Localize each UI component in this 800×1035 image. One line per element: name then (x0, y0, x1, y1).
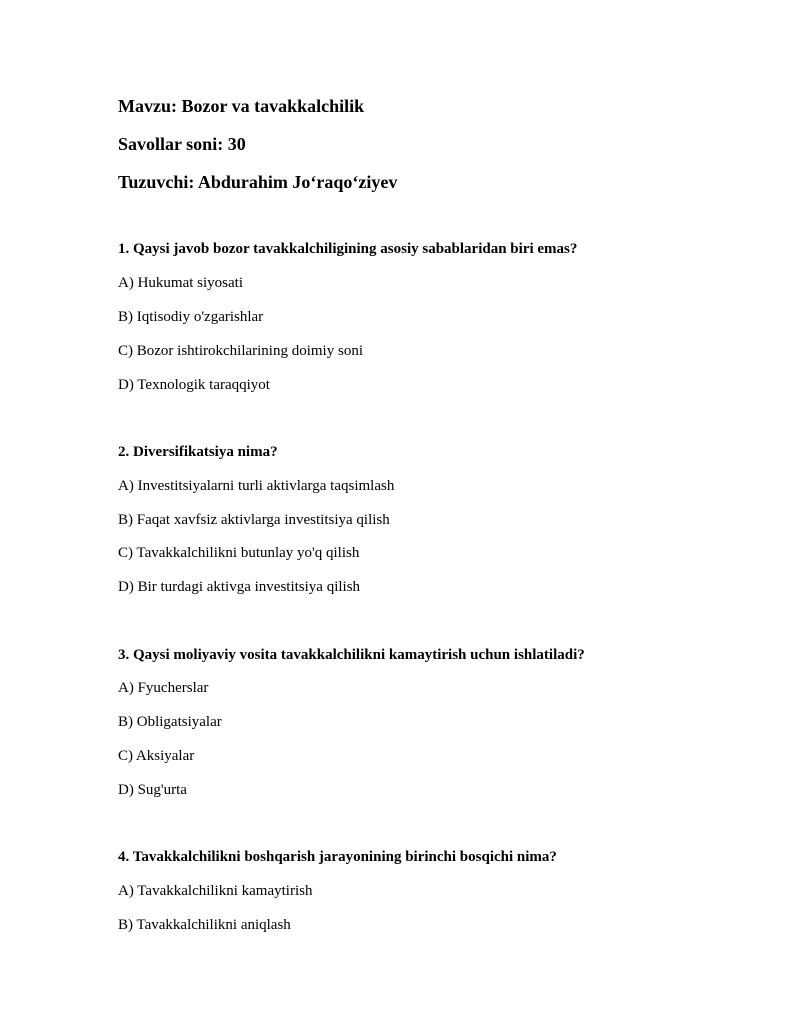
answer-option: A) Hukumat siyosati (118, 275, 243, 291)
answer-option: D) Texnologik taraqqiyot (118, 377, 270, 393)
answer-option: B) Faqat xavfsiz aktivlarga investitsiya qilish (118, 512, 390, 528)
question-title: 4. Tavakkalchilikni boshqarish jarayonining birinchi bosqichi nima? (118, 849, 557, 865)
question-title: 3. Qaysi moliyaviy vosita tavakkalchilikni kamaytirish uchun ishlatiladi? (118, 647, 585, 663)
question-count-heading: Savollar soni: 30 (118, 134, 246, 154)
topic-heading: Mavzu: Bozor va tavakkalchilik (118, 96, 365, 116)
answer-option: A) Tavakkalchilikni kamaytirish (118, 883, 313, 899)
answer-option: B) Tavakkalchilikni aniqlash (118, 917, 291, 933)
answer-option: D) Sug'urta (118, 782, 187, 798)
answer-option: A) Fyucherslar (118, 680, 209, 696)
question-title: 2. Diversifikatsiya nima? (118, 444, 278, 460)
question-title: 1. Qaysi javob bozor tavakkalchiligining asosiy sabablaridan biri emas? (118, 241, 578, 257)
answer-option: B) Iqtisodiy o'zgarishlar (118, 309, 264, 325)
answer-option: A) Investitsiyalarni turli aktivlarga taqsimlash (118, 478, 395, 494)
answer-option: D) Bir turdagi aktivga investitsiya qilish (118, 579, 361, 595)
answer-option: C) Bozor ishtirokchilarining doimiy soni (118, 343, 363, 359)
author-heading: Tuzuvchi: Abdurahim Jo‘raqo‘ziyev (118, 172, 398, 192)
answer-option: B) Obligatsiyalar (118, 714, 222, 730)
answer-option: C) Tavakkalchilikni butunlay yo'q qilish (118, 545, 360, 561)
answer-option: C) Aksiyalar (118, 748, 195, 764)
